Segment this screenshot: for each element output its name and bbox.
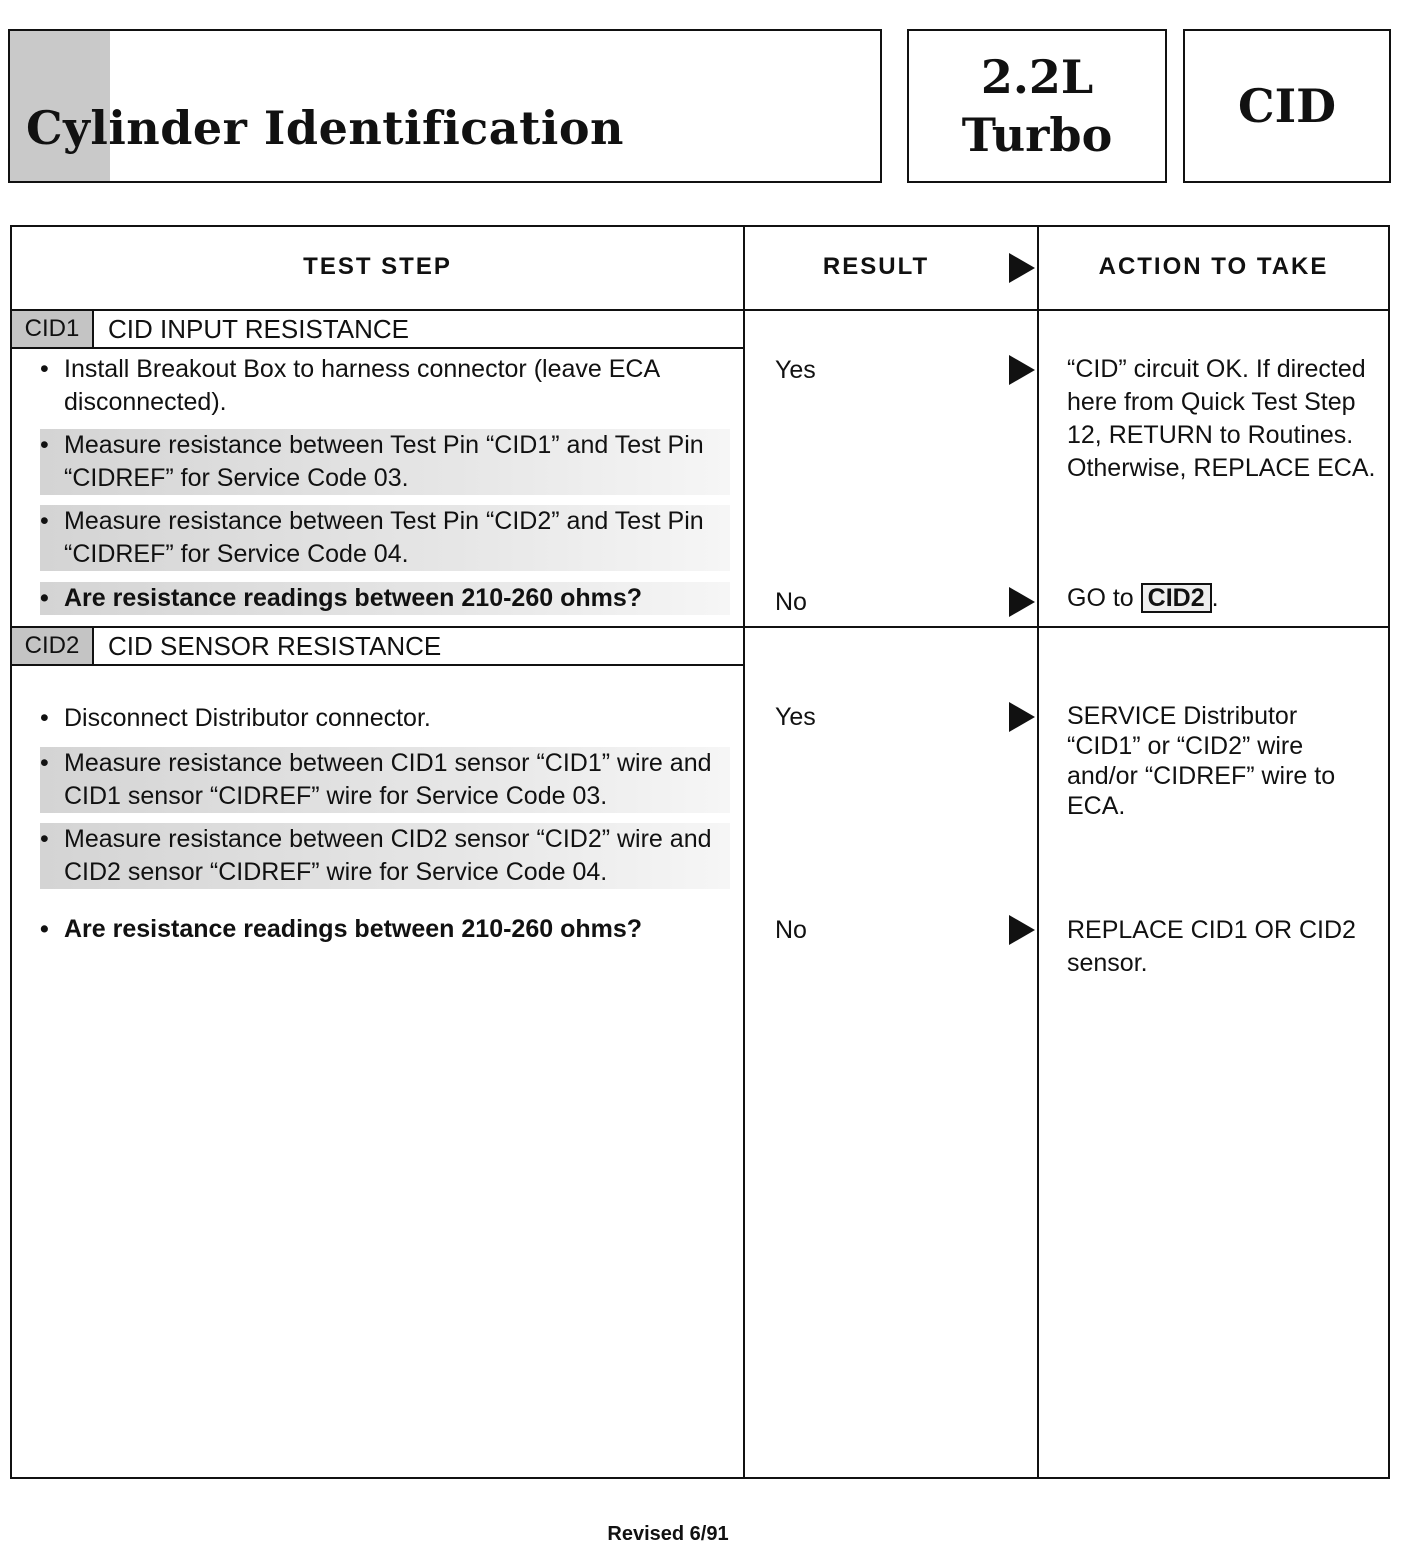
column-divider-2 xyxy=(1037,227,1039,1477)
cid1-action-yes: “CID” circuit OK. If directed here from Quick Test Step 12, RETURN to Routines. Otherwise, REPLACE ECA. xyxy=(1067,355,1376,482)
revision-footer: Revised 6/91 xyxy=(607,1523,729,1545)
step-title-cid1: CID INPUT RESISTANCE xyxy=(108,314,409,344)
diagnostic-table xyxy=(10,225,1390,1479)
cid2-step-1: • Disconnect Distributor connector. xyxy=(40,702,730,735)
header-arrow-icon xyxy=(1009,253,1035,283)
page-title: Cylinder Identification xyxy=(26,101,624,155)
cid1-no-prefix: GO to xyxy=(1067,584,1134,612)
cid1-step-1: • Install Breakout Box to harness connector (leave ECA disconnected). xyxy=(40,353,730,419)
title-box xyxy=(8,29,882,183)
cid1-no-arrow-icon xyxy=(1009,587,1035,617)
cid2-step-2: • Measure resistance between CID1 sensor “CID1” wire and CID1 sensor “CIDREF” wire for Service Code 03. xyxy=(40,747,730,813)
cid1-step-3: • Measure resistance between Test Pin “CID2” and Test Pin “CIDREF” for Service Code 04. xyxy=(40,505,730,571)
step-title-cid2: CID SENSOR RESISTANCE xyxy=(108,631,442,661)
section-code: CID xyxy=(1237,79,1337,133)
column-header-action: ACTION TO TAKE xyxy=(1098,253,1329,280)
column-divider-1 xyxy=(743,227,745,1477)
step-tag-cid2: CID2 xyxy=(12,628,94,664)
cid1-result-yes: Yes xyxy=(775,356,816,384)
section-code-box xyxy=(1183,29,1391,183)
step-tag-cid1: CID1 xyxy=(12,311,94,347)
cid1-step-question: • Are resistance readings between 210-260 ohms? xyxy=(40,582,730,615)
column-header-test-step: TEST STEP xyxy=(303,253,452,280)
cid2-result-no: No xyxy=(775,916,807,944)
cid2-step-question: • Are resistance readings between 210-260 ohms? xyxy=(40,913,730,946)
step-header-cid2 xyxy=(12,628,744,666)
step-header-cid1 xyxy=(12,311,744,349)
engine-size: 2.2L xyxy=(980,50,1094,104)
engine-type: Turbo xyxy=(961,108,1113,162)
cid2-step-3: • Measure resistance between CID2 sensor “CID2” wire and CID2 sensor “CIDREF” wire for Service Code 04. xyxy=(40,823,730,889)
cid1-no-suffix: . xyxy=(1211,584,1219,612)
cid2-action-yes: SERVICE Distributor “CID1” or “CID2” wire and/or “CIDREF” wire to ECA. xyxy=(1067,702,1336,820)
cid2-result-yes: Yes xyxy=(775,703,816,731)
cid1-step-2: • Measure resistance between Test Pin “CID1” and Test Pin “CIDREF” for Service Code 03. xyxy=(40,429,730,495)
cid2-action-no: REPLACE CID1 OR CID2 sensor. xyxy=(1067,916,1356,977)
engine-box xyxy=(907,29,1167,183)
cid1-result-no: No xyxy=(775,588,807,616)
cid2-yes-arrow-icon xyxy=(1009,702,1035,732)
column-header-result: RESULT xyxy=(822,253,930,280)
cid1-yes-arrow-icon xyxy=(1009,355,1035,385)
cid2-no-arrow-icon xyxy=(1009,915,1035,945)
goto-cid2-link[interactable]: CID2 xyxy=(1141,583,1212,613)
cid1-action-no xyxy=(1067,582,1377,615)
